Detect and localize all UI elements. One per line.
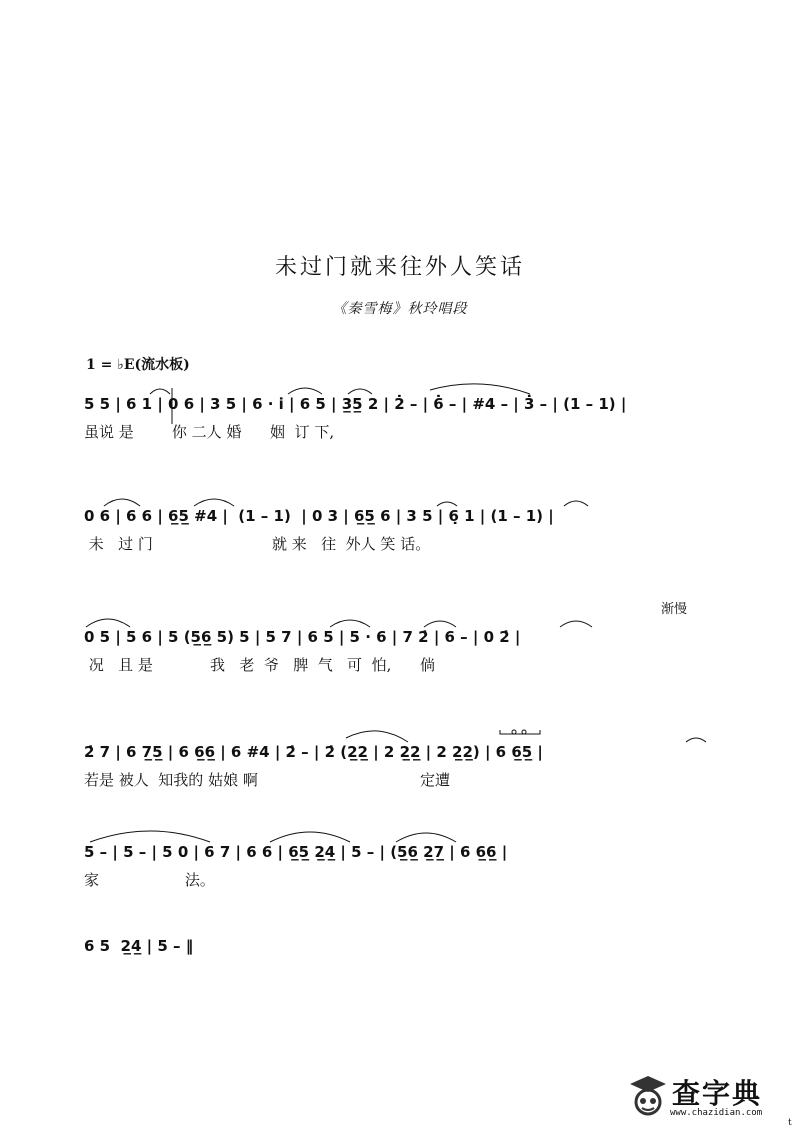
tempo-mark: 渐慢 xyxy=(661,602,688,617)
lyrics-line: 况 且 是 我 老 爷 脾 气 可 怕, 倘 xyxy=(84,656,435,674)
lyrics-line: 家 法。 xyxy=(84,871,215,889)
numbered-notes: 0 5 | 5 6 | 5 (5̲6̲ 5) 5 | 5 7 | 6 5 | 5 · 6 | 7 2̇ | 6 – | 0 2̇ | xyxy=(84,628,521,646)
watermark-url: www.chazidian.com xyxy=(670,1108,763,1118)
lyrics-line: 虽说 是 你 二人 婚 姻 订 下, xyxy=(84,423,335,441)
edge-text: t xyxy=(788,1118,792,1128)
score-line-6 xyxy=(0,932,800,1002)
score-line-1 xyxy=(0,390,800,460)
key-signature: 1 = ♭E(流水板) xyxy=(86,357,190,373)
site-watermark xyxy=(628,1070,788,1122)
numbered-notes: 6 5 2̲4̲ | 5 – ‖ xyxy=(84,937,194,955)
lyrics-line: 若是 被人 知我的 姑娘 啊 定遭 xyxy=(84,771,450,789)
song-title: 未过门就来往外人笑话 xyxy=(274,255,525,280)
score-line-2 xyxy=(0,502,800,572)
numbered-notes: 2̇ 7 | 6 7̲5̲ | 6 6̲6̲ | 6 #4 | 2̇ – | 2̇ (2̲2̲ | 2 2̲2̲ | 2 2̲2̲) | 6 6̲5̲ | xyxy=(84,743,543,761)
score-line-3 xyxy=(0,623,800,693)
score-line-5 xyxy=(0,838,800,908)
numbered-notes: 5 – | 5 – | 5 0 | 6 7 | 6 6 | 6̲5̲ 2̲4̲ | 5 – | (5̲6̲ 2̲7̲ | 6 6̲6̲ | xyxy=(84,843,508,861)
graduate-mascot-icon xyxy=(628,1074,668,1118)
watermark-name: 查字典 xyxy=(672,1077,763,1110)
song-subtitle: 《秦雪梅》秋玲唱段 xyxy=(332,301,468,317)
score-line-4 xyxy=(0,738,800,808)
lyrics-line xyxy=(84,962,724,986)
numbered-notes: 5 5 | 6 1 | 0 6 | 3 5 | 6 · i̇ | 6 5 | 3̲5̲ 2 | 2̇ – | 6̇ – | #4 – | 3̇ – | (1 – 1) | xyxy=(84,395,627,413)
numbered-notes: 0 6 | 6 6 | 6̲5̲ #4 | (1 – 1) | 0 3 | 6̲5̲ 6 | 3 5 | 6̣ 1 | (1 – 1) | xyxy=(84,507,554,525)
lyrics-line: 未 过 门 就 来 往 外人 笑 话。 xyxy=(84,535,431,553)
